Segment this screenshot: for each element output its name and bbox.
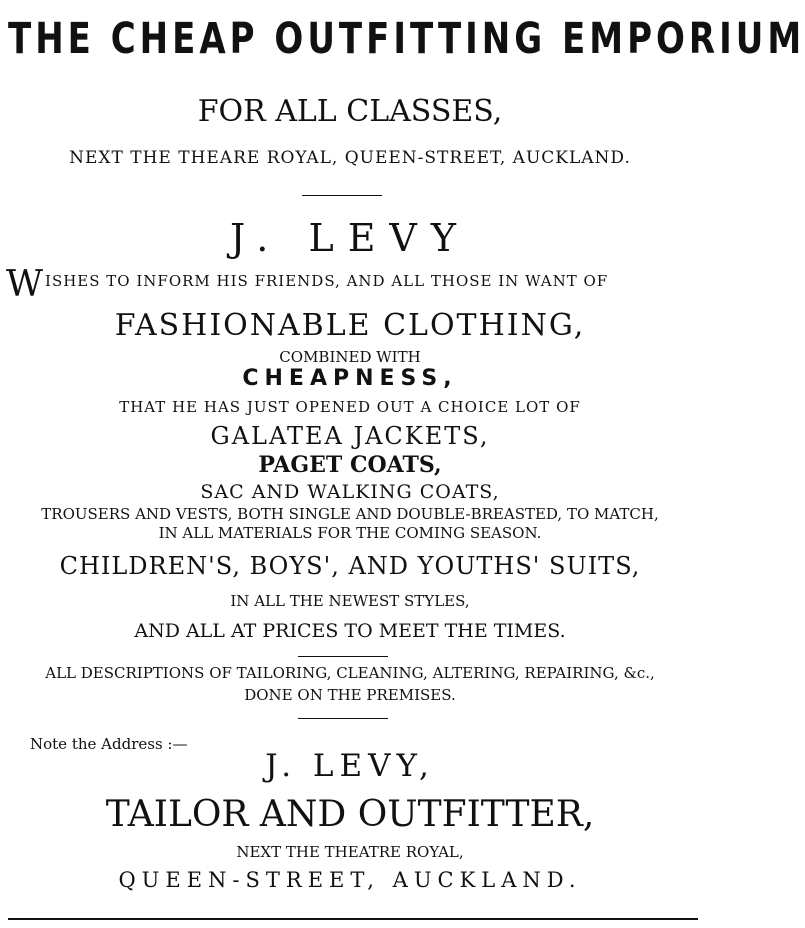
divider-rule — [302, 195, 382, 196]
fashionable-clothing: FASHIONABLE CLOTHING, — [114, 308, 586, 343]
note-address: Note the Address :— — [30, 735, 188, 753]
location-line: NEXT THE THEARE ROYAL, QUEEN-STREET, AUCKLAND. — [69, 148, 631, 168]
wishes-text: ISHES TO INFORM HIS FRIENDS, AND ALL THOSE IN WANT OF — [45, 272, 609, 290]
cheapness: CHEAPNESS, — [242, 366, 458, 391]
drop-cap: W — [6, 264, 45, 305]
proprietor-name-2: J. LEVY, — [265, 748, 435, 784]
headline: THE CHEAP OUTFITTING EMPORIUM — [8, 14, 805, 64]
bottom-rule — [8, 918, 698, 920]
sac-walking-coats: SAC AND WALKING COATS, — [200, 481, 500, 503]
next-theatre: NEXT THE THEATRE ROYAL, — [236, 843, 464, 861]
opened-line: THAT HE HAS JUST OPENED OUT A CHOICE LOT OF — [119, 398, 581, 416]
subheading: FOR ALL CLASSES, — [197, 94, 503, 129]
materials-line: IN ALL MATERIALS FOR THE COMING SEASON. — [158, 524, 542, 542]
queen-street: QUEEN-STREET, AUCKLAND. — [118, 868, 582, 892]
trousers-vests: TROUSERS AND VESTS, BOTH SINGLE AND DOUBLE-BREASTED, TO MATCH, — [41, 505, 659, 523]
wishes-line — [6, 264, 700, 305]
childrens-suits: CHILDREN'S, BOYS', AND YOUTHS' SUITS, — [59, 552, 641, 580]
tailor-outfitter: TAILOR AND OUTFITTER, — [105, 794, 595, 835]
divider-rule — [298, 718, 388, 719]
prices-line: AND ALL AT PRICES TO MEET THE TIMES. — [134, 620, 566, 642]
paget-coats: PAGET COATS, — [258, 452, 442, 478]
proprietor-name: J. LEVY — [230, 216, 470, 260]
galatea-jackets: GALATEA JACKETS, — [210, 422, 490, 450]
combined-with: COMBINED WITH — [279, 348, 421, 366]
newest-styles: IN ALL THE NEWEST STYLES, — [230, 592, 470, 610]
divider-rule — [298, 656, 388, 657]
done-on-premises: DONE ON THE PREMISES. — [244, 686, 456, 704]
all-descriptions: ALL DESCRIPTIONS OF TAILORING, CLEANING, ALTERING, REPAIRING, &c., — [45, 664, 655, 682]
